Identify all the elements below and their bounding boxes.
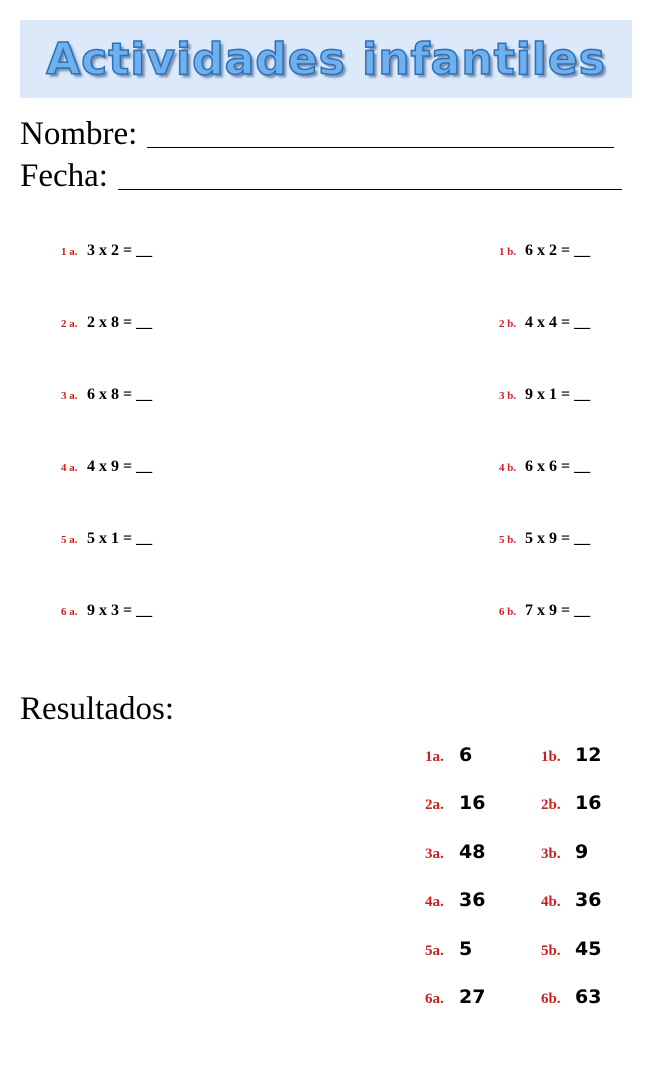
fecha-label: Fecha: xyxy=(20,158,108,194)
result-value: 16 xyxy=(575,792,602,814)
result-item xyxy=(425,744,472,766)
results-heading: Resultados: xyxy=(20,691,174,727)
result-number: 3a. xyxy=(425,846,444,862)
title-banner xyxy=(20,20,632,98)
result-value: 9 xyxy=(575,841,589,863)
nombre-label: Nombre: xyxy=(20,116,138,152)
result-value: 12 xyxy=(575,744,602,766)
result-value: 45 xyxy=(575,938,602,960)
exercise-number: 4 b. xyxy=(499,462,517,474)
result-value: 36 xyxy=(459,889,486,911)
result-value: 36 xyxy=(575,889,602,911)
exercise-item xyxy=(499,242,590,260)
result-number: 1a. xyxy=(425,749,444,765)
result-number: 2b. xyxy=(541,797,561,813)
exercise-expression: 9 x 3 = __ xyxy=(87,602,153,619)
exercise-item xyxy=(499,314,590,332)
result-value: 27 xyxy=(459,986,486,1008)
exercise-expression: 6 x 8 = __ xyxy=(87,386,153,403)
result-number: 2a. xyxy=(425,797,444,813)
exercise-number: 5 b. xyxy=(499,534,517,546)
exercise-number: 3 a. xyxy=(61,390,78,402)
result-item xyxy=(541,889,601,911)
nombre-blank-line xyxy=(147,117,614,148)
exercise-expression: 3 x 2 = __ xyxy=(87,242,153,259)
result-number: 1b. xyxy=(541,749,561,765)
exercise-item xyxy=(499,458,590,476)
exercise-expression: 4 x 9 = __ xyxy=(87,458,153,475)
exercise-expression: 4 x 4 = __ xyxy=(525,314,591,331)
result-item xyxy=(541,841,588,863)
exercise-expression: 9 x 1 = __ xyxy=(525,386,591,403)
exercise-item xyxy=(61,314,152,332)
exercise-number: 2 a. xyxy=(61,318,78,330)
result-item xyxy=(541,938,601,960)
exercise-number: 2 b. xyxy=(499,318,517,330)
result-number: 5b. xyxy=(541,943,561,959)
result-item xyxy=(541,744,601,766)
exercise-expression: 6 x 6 = __ xyxy=(525,458,591,475)
result-item xyxy=(425,889,485,911)
exercise-expression: 5 x 1 = __ xyxy=(87,530,153,547)
exercise-item xyxy=(61,602,152,620)
exercise-item xyxy=(61,386,152,404)
exercise-item xyxy=(61,458,152,476)
exercise-item xyxy=(499,530,590,548)
exercise-item xyxy=(499,386,590,404)
fecha-blank-line xyxy=(118,159,622,190)
result-value: 6 xyxy=(459,744,473,766)
exercise-item xyxy=(61,242,152,260)
result-number: 4b. xyxy=(541,894,561,910)
exercise-number: 3 b. xyxy=(499,390,517,402)
result-value: 63 xyxy=(575,986,602,1008)
exercise-expression: 7 x 9 = __ xyxy=(525,602,591,619)
exercise-item xyxy=(61,530,152,548)
result-number: 5a. xyxy=(425,943,444,959)
result-item xyxy=(425,986,485,1008)
exercise-item xyxy=(499,602,590,620)
result-number: 3b. xyxy=(541,846,561,862)
page-title: Actividades infantiles xyxy=(46,33,606,85)
result-item xyxy=(425,938,472,960)
result-number: 6a. xyxy=(425,991,444,1007)
exercise-number: 6 a. xyxy=(61,606,78,618)
exercise-number: 1 b. xyxy=(499,246,517,258)
exercise-number: 6 b. xyxy=(499,606,517,618)
exercise-expression: 6 x 2 = __ xyxy=(525,242,591,259)
result-value: 16 xyxy=(459,792,486,814)
exercise-number: 1 a. xyxy=(61,246,78,258)
fecha-field xyxy=(20,158,622,194)
result-number: 6b. xyxy=(541,991,561,1007)
exercise-number: 4 a. xyxy=(61,462,78,474)
exercise-expression: 5 x 9 = __ xyxy=(525,530,591,547)
result-item xyxy=(425,792,485,814)
nombre-field xyxy=(20,116,614,152)
exercise-expression: 2 x 8 = __ xyxy=(87,314,153,331)
exercise-number: 5 a. xyxy=(61,534,78,546)
result-value: 5 xyxy=(459,938,473,960)
result-item xyxy=(541,986,601,1008)
result-value: 48 xyxy=(459,841,486,863)
result-item xyxy=(541,792,601,814)
result-number: 4a. xyxy=(425,894,444,910)
result-item xyxy=(425,841,485,863)
